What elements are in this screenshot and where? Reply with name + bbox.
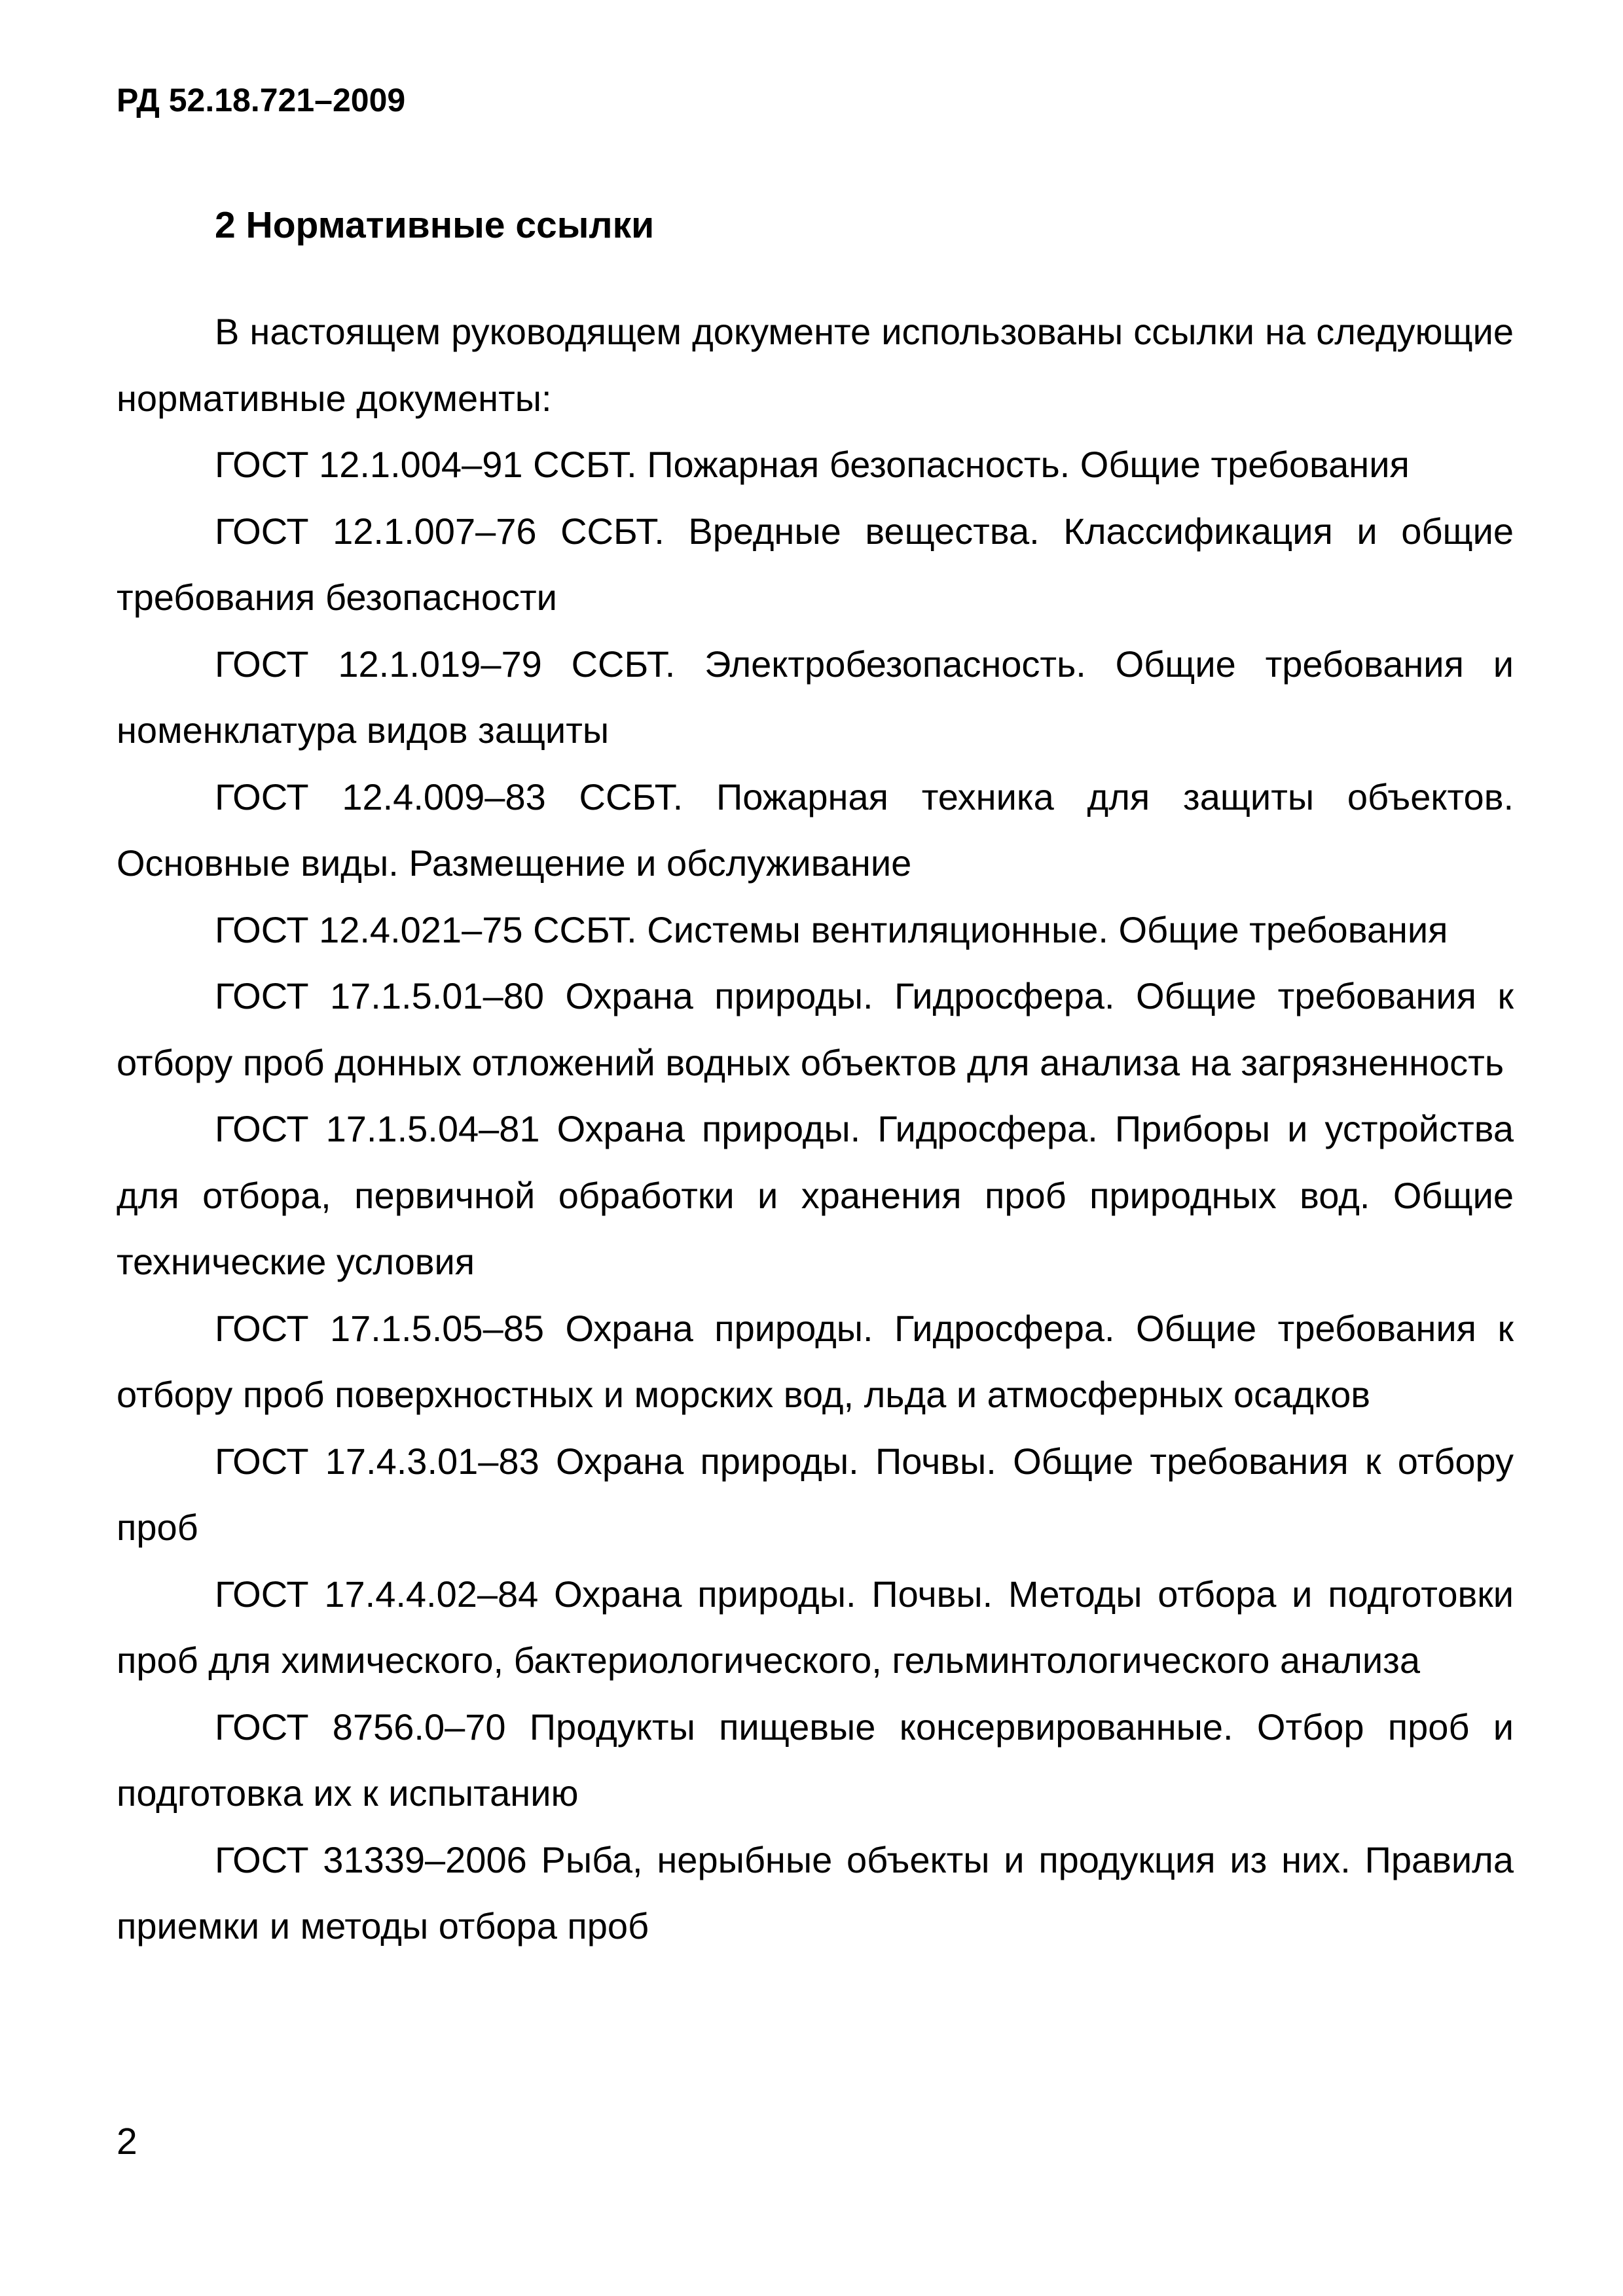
reference-item: ГОСТ 17.1.5.05–85 Охрана природы. Гидросфера. Общие требования к отбору проб поверхностных и морских вод, льда и атмосферных осадков: [117, 1307, 1514, 1415]
page-number: 2: [117, 2121, 137, 2162]
reference-item: ГОСТ 12.4.009–83 ССБТ. Пожарная техника для защиты объектов. Основные виды. Размещение и обслуживание: [117, 776, 1514, 884]
section-title: 2 Нормативные ссылки: [215, 204, 655, 246]
references-body: [117, 298, 1514, 1960]
reference-item: ГОСТ 31339–2006 Рыба, нерыбные объекты и продукция из них. Правила приемки и методы отбора проб: [117, 1839, 1514, 1946]
reference-item: ГОСТ 17.1.5.04–81 Охрана природы. Гидросфера. Приборы и устройства для отбора, первичной обработки и хранения проб природных вод. Общие технические условия: [117, 1108, 1514, 1282]
reference-item: ГОСТ 12.1.007–76 ССБТ. Вредные вещества. Классификация и общие требования безопасности: [117, 510, 1514, 618]
reference-item: ГОСТ 17.4.3.01–83 Охрана природы. Почвы. Общие требования к отбору проб: [117, 1440, 1514, 1548]
reference-item: ГОСТ 12.4.021–75 ССБТ. Системы вентиляционные. Общие требования: [215, 908, 1448, 950]
document-id-header: РД 52.18.721–2009: [117, 82, 406, 118]
reference-item: ГОСТ 8756.0–70 Продукты пищевые консервированные. Отбор проб и подготовка их к испытанию: [117, 1706, 1514, 1814]
reference-item: ГОСТ 12.1.019–79 ССБТ. Электробезопасность. Общие требования и номенклатура видов защиты: [117, 643, 1514, 751]
reference-item: ГОСТ 12.1.004–91 ССБТ. Пожарная безопасность. Общие требования: [215, 444, 1410, 485]
reference-item: ГОСТ 17.1.5.01–80 Охрана природы. Гидросфера. Общие требования к отбору проб донных отложений водных объектов для анализа на загрязненность: [117, 975, 1514, 1083]
intro-paragraph: В настоящем руководящем документе использованы ссылки на следующие нормативные документы:: [117, 311, 1514, 419]
reference-item: ГОСТ 17.4.4.02–84 Охрана природы. Почвы. Методы отбора и подготовки проб для химического, бактериологического, гельминтологического анализа: [117, 1573, 1514, 1681]
